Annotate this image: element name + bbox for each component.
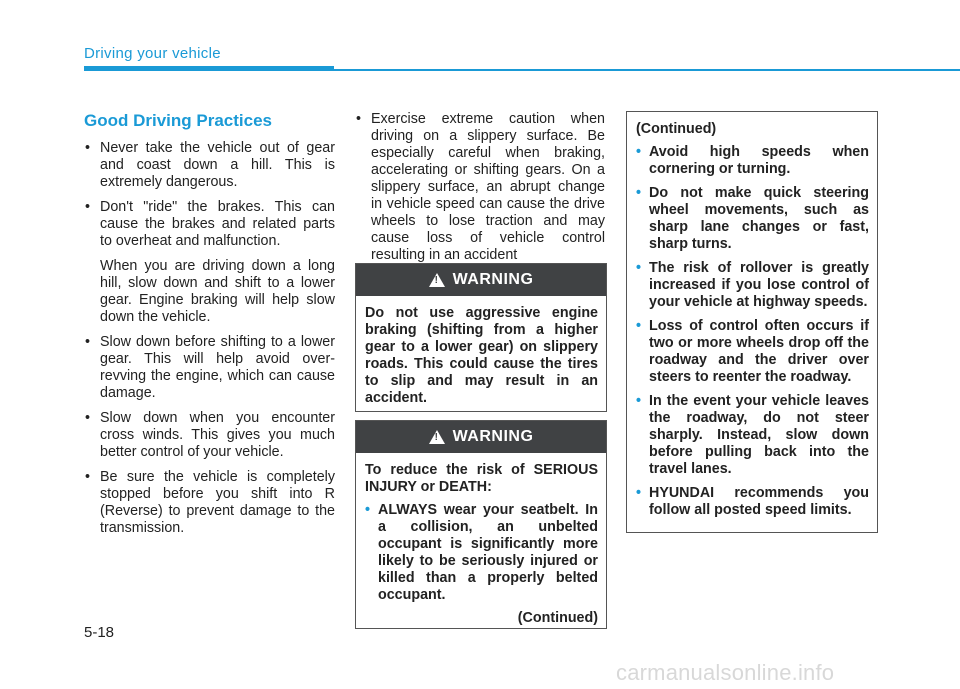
bullet-list <box>84 334 335 537</box>
warning-header <box>356 421 606 453</box>
warning-box <box>355 420 607 629</box>
warning-heading: WARNING <box>452 271 534 288</box>
list-item: • Loss of control often occurs if two or more wheels drop off the roadway and the driver over steers to reenter the roadway. <box>636 318 869 386</box>
warning-continuation-box <box>626 111 878 533</box>
list-item: • ALWAYS wear your seatbelt. In a collision, an unbelted occupant is significantly more likely to be seriously injured or killed than a properly belted occupant. <box>365 502 598 604</box>
warning-list <box>365 502 598 604</box>
left-column <box>84 111 335 545</box>
watermark: carmanualsonline.info <box>616 660 835 685</box>
header-rule-thin <box>334 69 960 71</box>
list-item: • Be sure the vehicle is completely stopped before you shift into R (Reverse) to prevent damage to the transmission. <box>84 469 335 537</box>
continued-label: (Continued) <box>517 610 598 626</box>
warning-list <box>636 144 869 519</box>
warning-body <box>356 453 606 637</box>
warning-box <box>355 263 607 412</box>
list-item: • Don't "ride" the brakes. This can cause the brakes and related parts to overheat and malfunction. <box>84 199 335 250</box>
warning-triangle-icon: ! <box>429 273 445 287</box>
warning-text: Do not use aggressive engine braking (shifting from a higher gear to a lower gear) on slippery roads. This could cause the tires to slip and may result in an accident. <box>365 305 598 406</box>
list-item: • The risk of rollover is greatly increased if you lose control of your vehicle at highway speeds. <box>636 260 869 311</box>
list-item: • Avoid high speeds when cornering or turning. <box>636 144 869 178</box>
continued-label: (Continued) <box>636 121 717 137</box>
list-item: • Slow down when you encounter cross winds. This gives you much better control of your vehicle. <box>84 410 335 461</box>
list-item: • Slow down before shifting to a lower gear. This will help avoid over-revving the engine, which can cause damage. <box>84 334 335 402</box>
warning-heading: WARNING <box>452 428 534 445</box>
bullet-list <box>355 111 605 264</box>
middle-column <box>355 111 605 272</box>
page-number: 5-18 <box>84 624 115 641</box>
list-item: • In the event your vehicle leaves the roadway, do not steer sharply. Instead, slow down before pulling back into the travel lanes. <box>636 393 869 478</box>
warning-body <box>627 112 877 536</box>
list-item: • Exercise extreme caution when driving on a slippery surface. Be especially careful when braking, accelerating or shifting gears. On a slippery surface, an abrupt change in vehicle speed can cause the drive wheels to lose traction and may cause loss of vehicle control resulting in an accident <box>355 111 605 264</box>
paragraph: When you are driving down a long hill, slow down and shift to a lower gear. Engine braking will help slow down the vehicle. <box>100 258 335 325</box>
warning-triangle-icon: ! <box>429 430 445 444</box>
header-rule-thick <box>84 66 334 71</box>
list-item: • Never take the vehicle out of gear and coast down a hill. This is extremely dangerous. <box>84 140 335 191</box>
list-item: • HYUNDAI recommends you follow all posted speed limits. <box>636 485 869 519</box>
warning-header <box>356 264 606 296</box>
bullet-list <box>84 140 335 250</box>
section-header-title: Driving your vehicle <box>84 45 221 62</box>
warning-intro: To reduce the risk of SERIOUS INJURY or DEATH: <box>365 462 598 495</box>
section-title: Good Driving Practices <box>84 111 272 130</box>
list-item: • Do not make quick steering wheel movements, such as sharp lane changes or fast, sharp turns. <box>636 185 869 253</box>
